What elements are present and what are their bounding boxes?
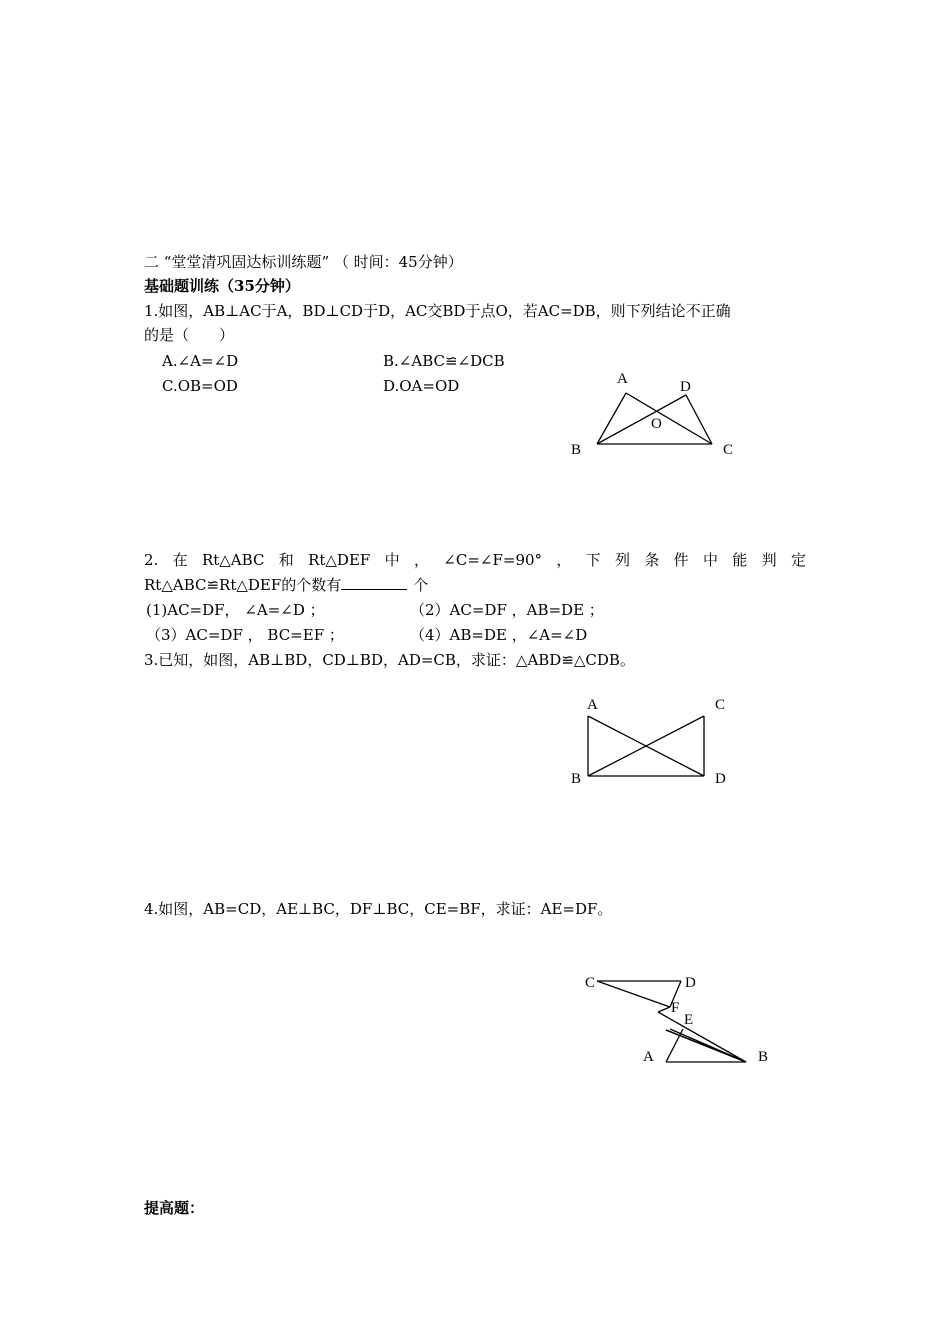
- q2-line2-text: Rt△ABC≌Rt△DEF的个数有: [144, 576, 342, 594]
- q4-label-a: A: [643, 1049, 654, 1065]
- q2-line2-unit: 个: [413, 576, 429, 594]
- q4-text: 4.如图，AB=CD，AE⊥BC，DF⊥BC，CE=BF，求证：AE=DF。: [144, 900, 613, 918]
- q1-label-a: A: [617, 371, 628, 387]
- q3-label-b: B: [571, 771, 582, 787]
- q2-word: ，: [556, 551, 572, 569]
- q2-word: 条: [644, 551, 660, 569]
- q1-line1: 1.如图，AB⊥AC于A，BD⊥CD于D，AC交BD于点O，若AC=DB，则下列结论不正确: [144, 302, 731, 320]
- q1-label-d: D: [680, 379, 691, 395]
- q2-word: 下: [585, 551, 601, 569]
- q3-figure: [560, 690, 740, 790]
- q2-word: 中: [702, 551, 718, 569]
- q2-word: ∠C=∠F=90°: [443, 551, 543, 569]
- q2-condition-3: （3）AC=DF ， BC=EF ；: [146, 626, 344, 644]
- q1-option-c: C.OB=OD: [162, 377, 238, 395]
- q2-word: Rt△ABC: [201, 551, 265, 569]
- advanced-heading: 提高题：: [144, 1199, 205, 1217]
- q4-figure: [570, 966, 790, 1076]
- section-title: 二 “堂堂清巩固达标训练题” （ 时间：45分钟）: [144, 253, 463, 271]
- q1-figure: [560, 366, 740, 466]
- q2-word: 在: [172, 551, 188, 569]
- q4-label-b: B: [758, 1049, 769, 1065]
- q2-condition-2: （2）AC=DF ，AB=DE ；: [410, 601, 604, 619]
- q2-word: ，: [413, 551, 429, 569]
- q2-line1: [144, 548, 806, 572]
- q1-label-o: O: [651, 416, 662, 432]
- q2-word: 定: [790, 551, 806, 569]
- q1-option-a: A.∠A=∠D: [162, 352, 239, 370]
- q4-label-e: E: [684, 1012, 694, 1028]
- q1-label-b: B: [571, 442, 582, 458]
- q1-label-c: C: [723, 442, 734, 458]
- q2-word: 和: [278, 551, 294, 569]
- q1-option-b: B.∠ABC≌∠DCB: [383, 352, 505, 370]
- q2-answer-blank: [341, 573, 407, 590]
- q3-text: 3.已知，如图，AB⊥BD，CD⊥BD，AD=CB，求证：△ABD≌△CDB。: [144, 651, 635, 669]
- q3-label-c: C: [715, 697, 726, 713]
- q2-condition-1: (1)AC=DF， ∠A=∠D ；: [146, 601, 325, 619]
- q4-label-f: F: [671, 1000, 680, 1016]
- q2-word: 中: [384, 551, 400, 569]
- q1-option-d: D.OA=OD: [383, 377, 460, 395]
- q2-word: 2.: [144, 551, 159, 569]
- q2-condition-4: （4）AB=DE ，∠A=∠D: [410, 626, 588, 644]
- q2-word: 判: [761, 551, 777, 569]
- q2-word: 列: [615, 551, 631, 569]
- q4-label-d: D: [685, 975, 696, 991]
- q3-label-a: A: [587, 697, 598, 713]
- q2-word: Rt△DEF: [308, 551, 371, 569]
- q2-line2: [144, 573, 428, 597]
- q2-word: 能: [732, 551, 748, 569]
- q3-label-d: D: [715, 771, 726, 787]
- basic-heading: 基础题训练（35分钟）: [144, 277, 300, 295]
- q2-word: 件: [673, 551, 689, 569]
- q4-label-c: C: [585, 975, 596, 991]
- q1-line2: 的是（ ）: [144, 326, 235, 344]
